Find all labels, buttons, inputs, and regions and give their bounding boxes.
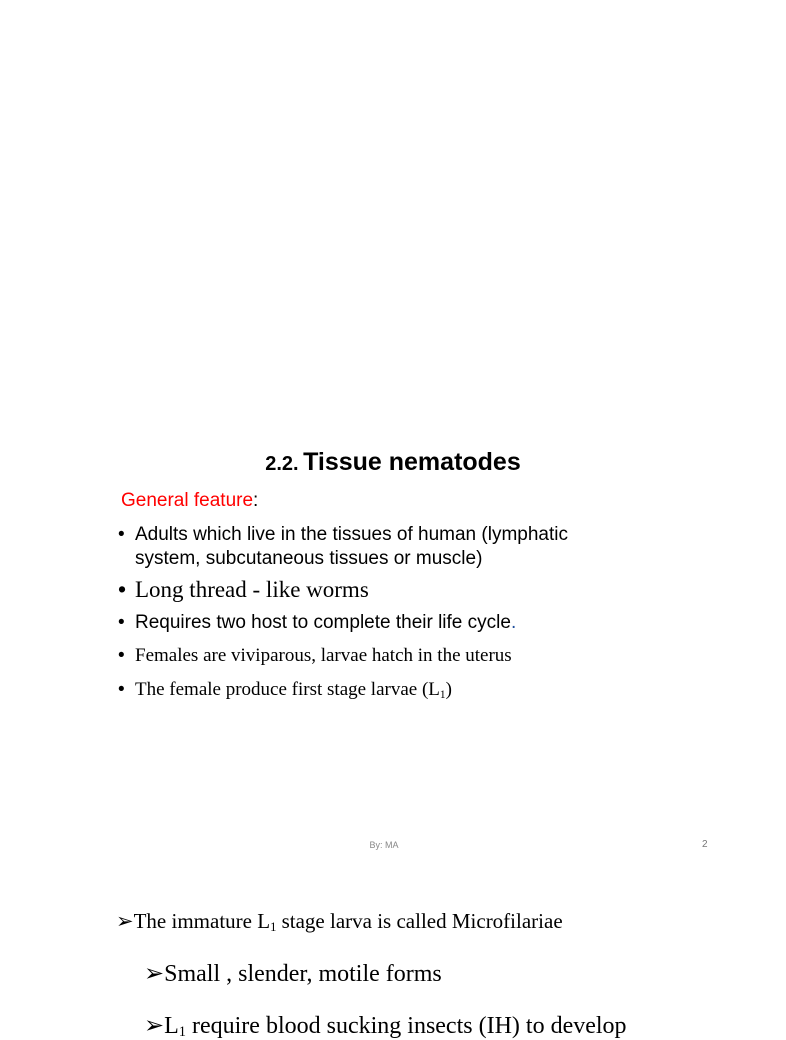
line-text: L <box>164 1013 179 1039</box>
bullet-item-5 <box>118 679 452 701</box>
footer-author: By: MA <box>369 840 399 850</box>
bullet-item-4 <box>118 645 512 667</box>
bullet-item-2 <box>118 576 369 603</box>
arrow-bullet-icon: ➢ <box>144 961 165 987</box>
bullet-end-period: . <box>510 612 517 633</box>
subscript: 1 <box>439 689 446 701</box>
bullet-text: system, subcutaneous tissues or muscle) <box>135 548 483 569</box>
subscript: 1 <box>178 1024 186 1040</box>
bullet-item-1-continued <box>135 548 482 570</box>
bullet-text: Females are viviparous, larvae hatch in the uterus <box>135 645 512 666</box>
subscript: 1 <box>270 920 277 934</box>
heading-colon: : <box>253 490 259 511</box>
bullet-dot: • <box>118 679 125 700</box>
line-text-rest: require blood sucking insects (IH) to develop <box>185 1013 627 1039</box>
heading-label: General feature <box>121 490 254 511</box>
line-text: The immature L <box>133 909 271 933</box>
arrow-bullet-icon: ➢ <box>116 909 134 933</box>
title-number: 2.2. <box>265 453 299 475</box>
bullet-dot: • <box>118 612 125 633</box>
title-text: Tissue nematodes <box>303 448 521 476</box>
page-number: 2 <box>702 839 708 850</box>
bullet-item-1 <box>118 524 568 546</box>
bullet-text: Long thread - like worms <box>135 577 369 602</box>
bullet-end: ) <box>445 679 452 700</box>
bullet-text: The female produce first stage larvae (L <box>135 679 440 700</box>
slide-title <box>0 448 786 477</box>
next-slide-line-2 <box>144 959 442 988</box>
line-text-rest: stage larva is called Microfilariae <box>276 909 563 933</box>
bullet-dot: • <box>118 576 127 602</box>
next-slide-line-3 <box>144 1011 627 1040</box>
next-slide-line-1 <box>116 909 563 934</box>
bullet-dot: • <box>118 524 125 545</box>
section-heading <box>121 490 258 512</box>
bullet-item-3 <box>118 612 516 634</box>
bullet-text: Adults which live in the tissues of human (lymphatic <box>135 524 568 545</box>
bullet-dot: • <box>118 645 125 666</box>
arrow-bullet-icon: ➢ <box>144 1013 165 1039</box>
line-text: Small , slender, motile forms <box>164 961 442 987</box>
bullet-text: Requires two host to complete their life cycle <box>135 612 511 633</box>
